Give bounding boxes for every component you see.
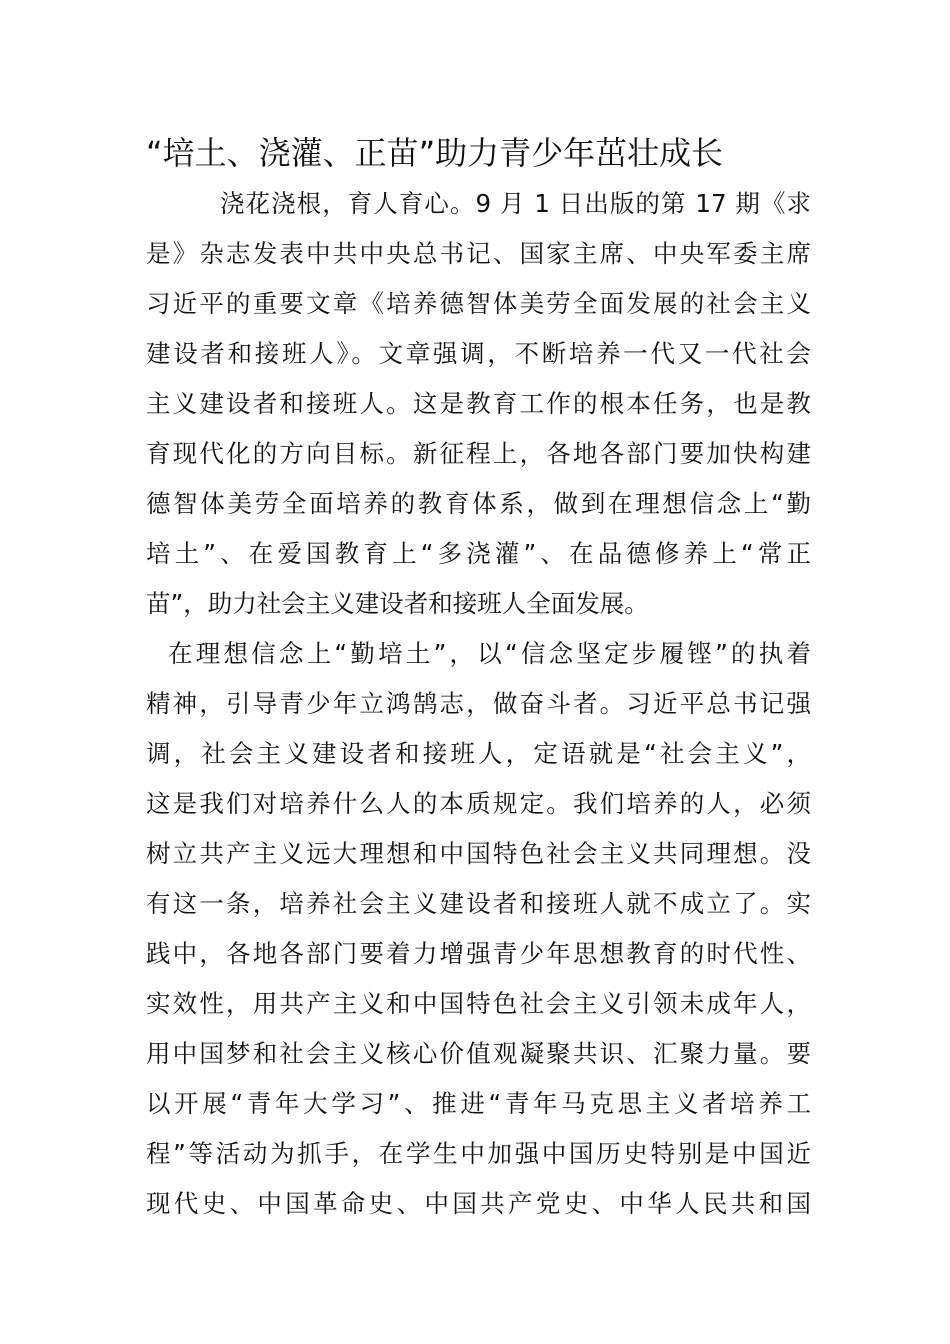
paragraph-line: 践中，各地各部门要着力增强青少年思想教育的时代性、 — [146, 939, 811, 968]
paragraph-line: 精神，引导青少年立鸿鹄志，做奋斗者。习近平总书记强 — [146, 689, 811, 718]
paragraph-line: 苗”，助力社会主义建设者和接班人全面发展。 — [146, 589, 649, 618]
paragraph-line: 建设者和接班人》。文章强调，不断培养一代又一代社会 — [146, 339, 811, 368]
paragraph-line: 实效性，用共产主义和中国特色社会主义引领未成年人， — [146, 989, 811, 1018]
paragraph-line: 以开展“青年大学习”、推进“青年马克思主义者培养工 — [146, 1089, 811, 1118]
paragraph-line: 主义建设者和接班人。这是教育工作的根本任务，也是教 — [146, 389, 811, 418]
paragraph-line: 这是我们对培养什么人的本质规定。我们培养的人，必须 — [146, 789, 811, 818]
paragraph-line: 树立共产主义远大理想和中国特色社会主义共同理想。没 — [146, 839, 811, 868]
paragraph-line: 在理想信念上“勤培土”，以“信念坚定步履铿”的执着 — [168, 639, 811, 668]
paragraph-line: 程”等活动为抓手，在学生中加强中国历史特别是中国近 — [146, 1139, 811, 1168]
paragraph-line: 调，社会主义建设者和接班人，定语就是“社会主义”， — [146, 739, 811, 768]
paragraph-line: 有这一条，培养社会主义建设者和接班人就不成立了。实 — [146, 889, 811, 918]
paragraph-line: 育现代化的方向目标。新征程上，各地各部门要加快构建 — [146, 439, 811, 468]
paragraph-line: 习近平的重要文章《培养德智体美劳全面发展的社会主义 — [146, 289, 811, 318]
paragraph-line: 浇花浇根，育人育心。9 月 1 日出版的第 17 期《求 — [220, 189, 811, 218]
paragraph-line: 现代史、中国革命史、中国共产党史、中华人民共和国 — [146, 1189, 811, 1218]
paragraph-line: 培土”、在爱国教育上“多浇灌”、在品德修养上“常正 — [146, 539, 811, 568]
paragraph-line: 用中国梦和社会主义核心价值观凝聚共识、汇聚力量。要 — [146, 1039, 811, 1068]
paragraph-line: 德智体美劳全面培养的教育体系，做到在理想信念上“勤 — [146, 489, 811, 518]
article-title: “培土、浇灌、正苗”助力青少年茁壮成长 — [146, 134, 724, 172]
paragraph-line: 是》杂志发表中共中央总书记、国家主席、中央军委主席 — [146, 239, 811, 268]
